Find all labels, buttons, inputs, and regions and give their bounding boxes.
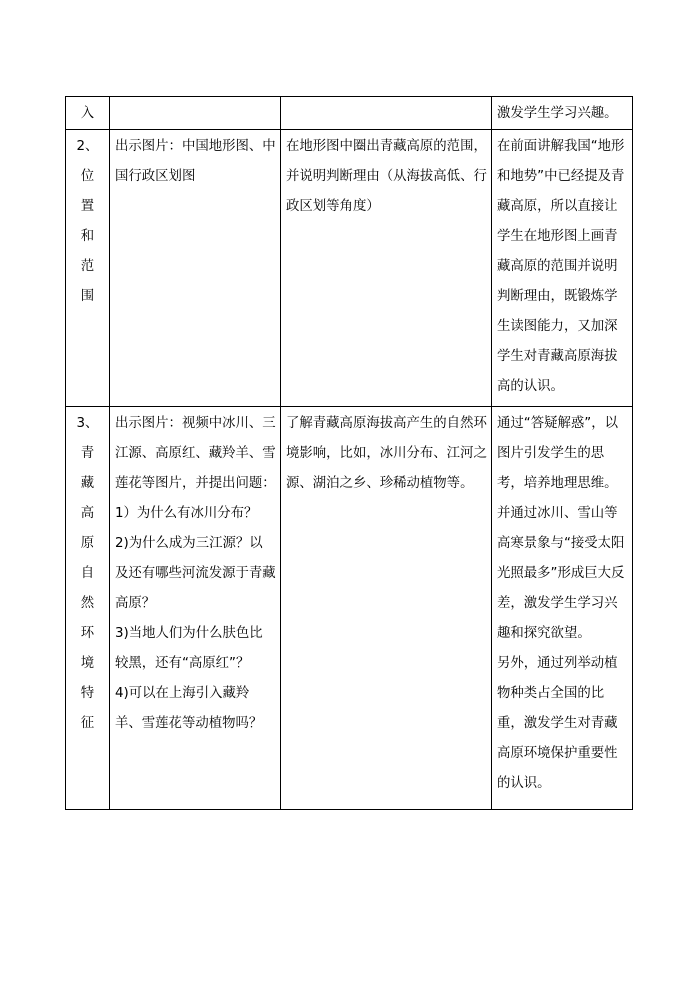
activity-cell	[281, 97, 492, 130]
activity-cell	[281, 407, 492, 810]
materials-cell	[110, 97, 281, 130]
step-cell	[66, 97, 110, 130]
materials-cell	[110, 130, 281, 407]
intent-cell	[492, 130, 633, 407]
question-1: 1）为什么有冰川分布？	[115, 506, 258, 521]
intent-cell	[492, 97, 633, 130]
table-row-environment	[66, 407, 633, 810]
materials-text: 出示图片：中国地形图、中国行政区划图	[115, 139, 276, 184]
step-label: 3、 青 藏 高 原 自 然 环 境 特 征	[76, 416, 99, 731]
question-4: 4)可以在上海引入藏羚羊、雪莲花等动植物吗？	[115, 686, 263, 731]
intent-text: 激发学生学习兴趣。	[497, 106, 618, 121]
lesson-plan-table	[65, 96, 633, 810]
activity-text: 了解青藏高原海拔高产生的自然环境影响，比如，冰川分布、江河之源、湖泊之乡、珍稀动植物等。	[286, 416, 487, 491]
activity-cell	[281, 130, 492, 407]
materials-intro: 出示图片：视频中冰川、三江源、高原红、藏羚羊、雪莲花等图片，并提出问题：	[115, 416, 276, 491]
intent-text-1: 通过“答疑解惑”，以图片引发学生的思考，培养地理思维。	[497, 416, 618, 491]
intent-cell	[492, 407, 633, 810]
activity-text: 在地形图中圈出青藏高原的范围，并说明判断理由（从海拔高低、行政区划等角度）	[286, 139, 487, 214]
intent-text: 在前面讲解我国“地形和地势”中已经提及青藏高原，所以直接让学生在地形图上画青藏高原的范围并说明判断理由，既锻炼学生读图能力，又加深学生对青藏高原海拔高的认识。	[497, 139, 625, 394]
question-2: 2)为什么成为三江源？以及还有哪些河流发源于青藏高原？	[115, 536, 276, 611]
intent-text-3: 另外，通过列举动植物种类占全国的比重，激发学生对青藏高原环境保护重要性的认识。	[497, 656, 618, 791]
materials-cell	[110, 407, 281, 810]
step-cell	[66, 130, 110, 407]
step-label: 入	[80, 106, 95, 121]
intent-text-2: 并通过冰川、雪山等高寒景象与“接受太阳光照最多”形成巨大反差，激发学生学习兴趣和探究欲望。	[497, 506, 625, 641]
step-label: 2、 位 置 和 范 围	[76, 139, 99, 304]
question-3: 3)当地人们为什么肤色比较黑，还有“高原红”？	[115, 626, 263, 671]
step-cell	[66, 407, 110, 810]
table-row-location	[66, 130, 633, 407]
table-row-intro	[66, 97, 633, 130]
